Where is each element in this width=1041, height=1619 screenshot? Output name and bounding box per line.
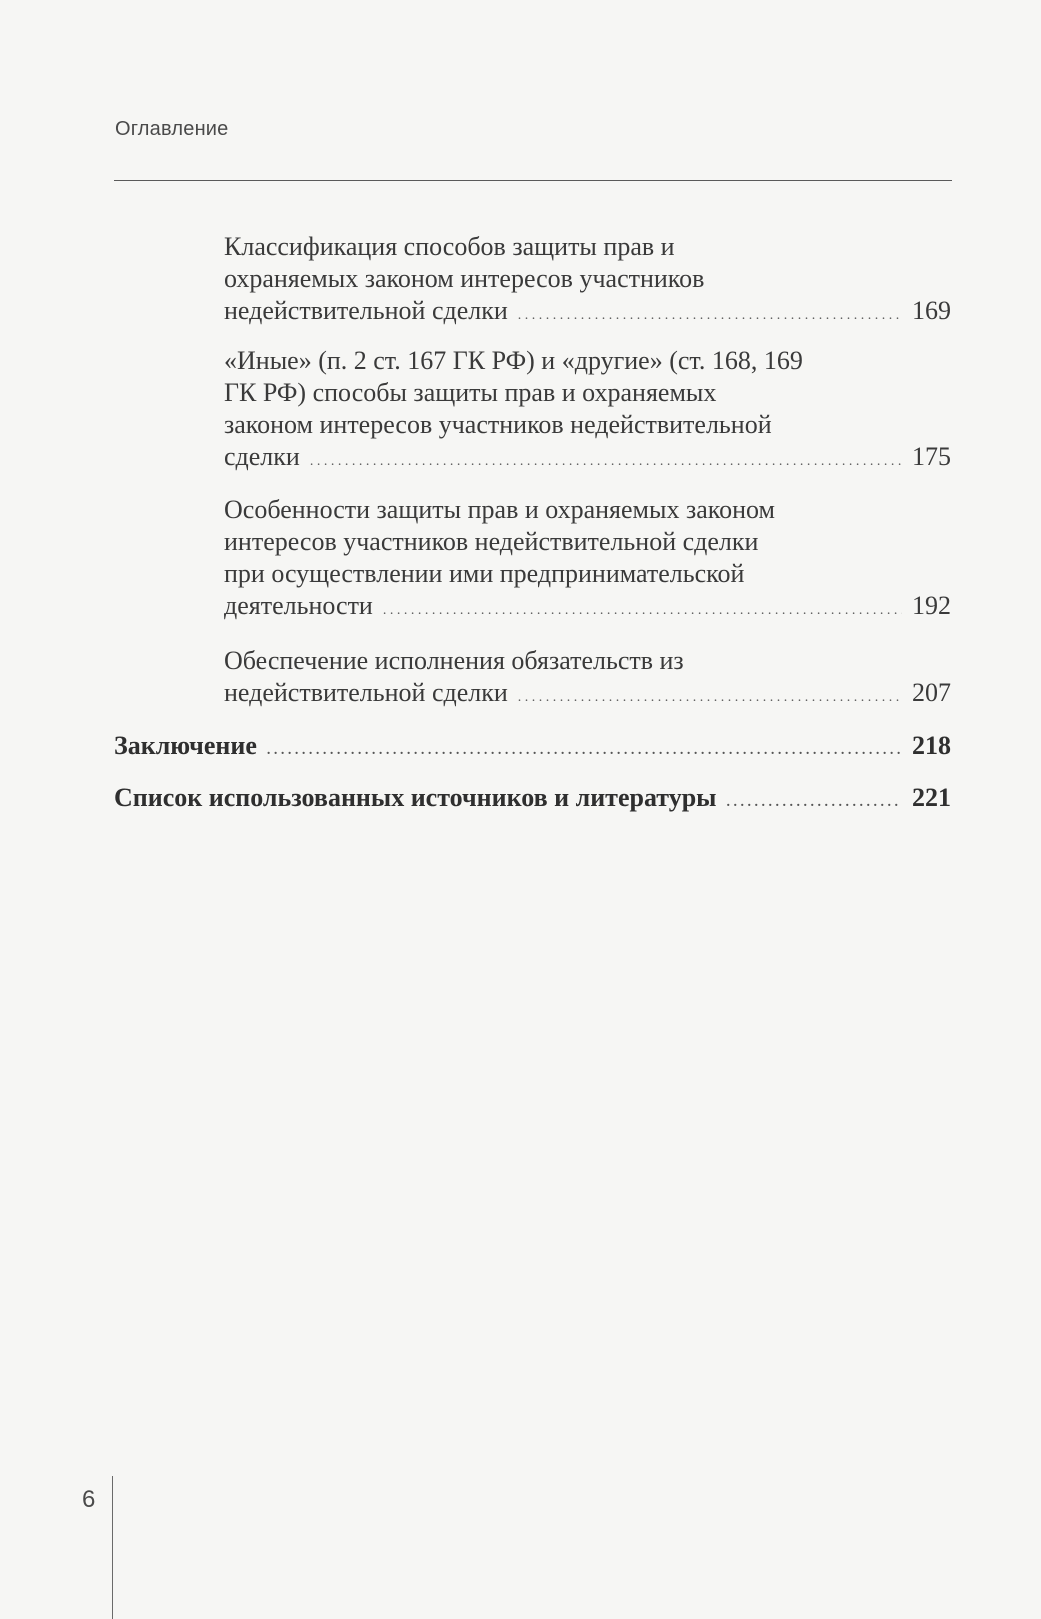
toc-entry-text: деятельности xyxy=(224,591,373,620)
toc-entry-line: Обеспечение исполнения обязательств из xyxy=(224,646,684,675)
toc-entry-line: Особенности защиты прав и охраняемых законом xyxy=(224,495,775,524)
toc-page-number: 192 xyxy=(912,591,951,620)
toc-entry-business-specifics[interactable] xyxy=(224,494,951,627)
toc-entry-last-line xyxy=(224,295,951,332)
toc-entry-line: охраняемых законом интересов участников xyxy=(224,264,705,293)
dot-leader xyxy=(518,295,902,332)
toc-entry-line: Классификация способов защиты прав и xyxy=(224,232,675,261)
dot-leader xyxy=(518,677,902,714)
toc-entry-text: недействительной сделки xyxy=(224,678,508,707)
header-rule xyxy=(114,180,952,181)
toc-entry-text: Список использованных источников и литературы xyxy=(114,783,717,812)
toc-page-number: 175 xyxy=(912,442,951,471)
toc-entry-line: интересов участников недействительной сделки xyxy=(224,527,759,556)
toc-entry-classification[interactable] xyxy=(224,231,951,332)
toc-entry-bibliography[interactable] xyxy=(114,782,951,819)
toc-entry-last-line xyxy=(224,677,951,714)
toc-entry-last-line xyxy=(114,730,951,767)
toc-page-number: 169 xyxy=(912,296,951,325)
toc-entry-security-obligations[interactable] xyxy=(224,645,951,714)
dot-leader xyxy=(310,441,902,478)
folio-rule xyxy=(112,1476,113,1619)
toc-page-number: 218 xyxy=(912,731,951,760)
dot-leader xyxy=(726,782,902,819)
dot-leader xyxy=(267,730,902,767)
toc-entry-text: недействительной сделки xyxy=(224,296,508,325)
toc-entry-line: «Иные» (п. 2 ст. 167 ГК РФ) и «другие» (ст. 168, 169 xyxy=(224,346,803,375)
toc-entry-last-line xyxy=(224,590,951,627)
toc-entry-line: ГК РФ) способы защиты прав и охраняемых xyxy=(224,378,717,407)
page-number: 6 xyxy=(82,1486,96,1513)
dot-leader xyxy=(383,590,902,627)
toc-page-number: 221 xyxy=(912,783,951,812)
toc-entry-last-line xyxy=(114,782,951,819)
toc-entry-line: законом интересов участников недействительной xyxy=(224,410,772,439)
toc-entry-other-methods[interactable] xyxy=(224,345,951,478)
running-head: Оглавление xyxy=(115,118,229,140)
toc-entry-line: при осуществлении ими предпринимательской xyxy=(224,559,745,588)
toc-entry-conclusion[interactable] xyxy=(114,730,951,767)
toc-entry-text: сделки xyxy=(224,442,300,471)
toc-entry-last-line xyxy=(224,441,951,478)
toc-entry-text: Заключение xyxy=(114,731,257,760)
toc-page-number: 207 xyxy=(912,678,951,707)
